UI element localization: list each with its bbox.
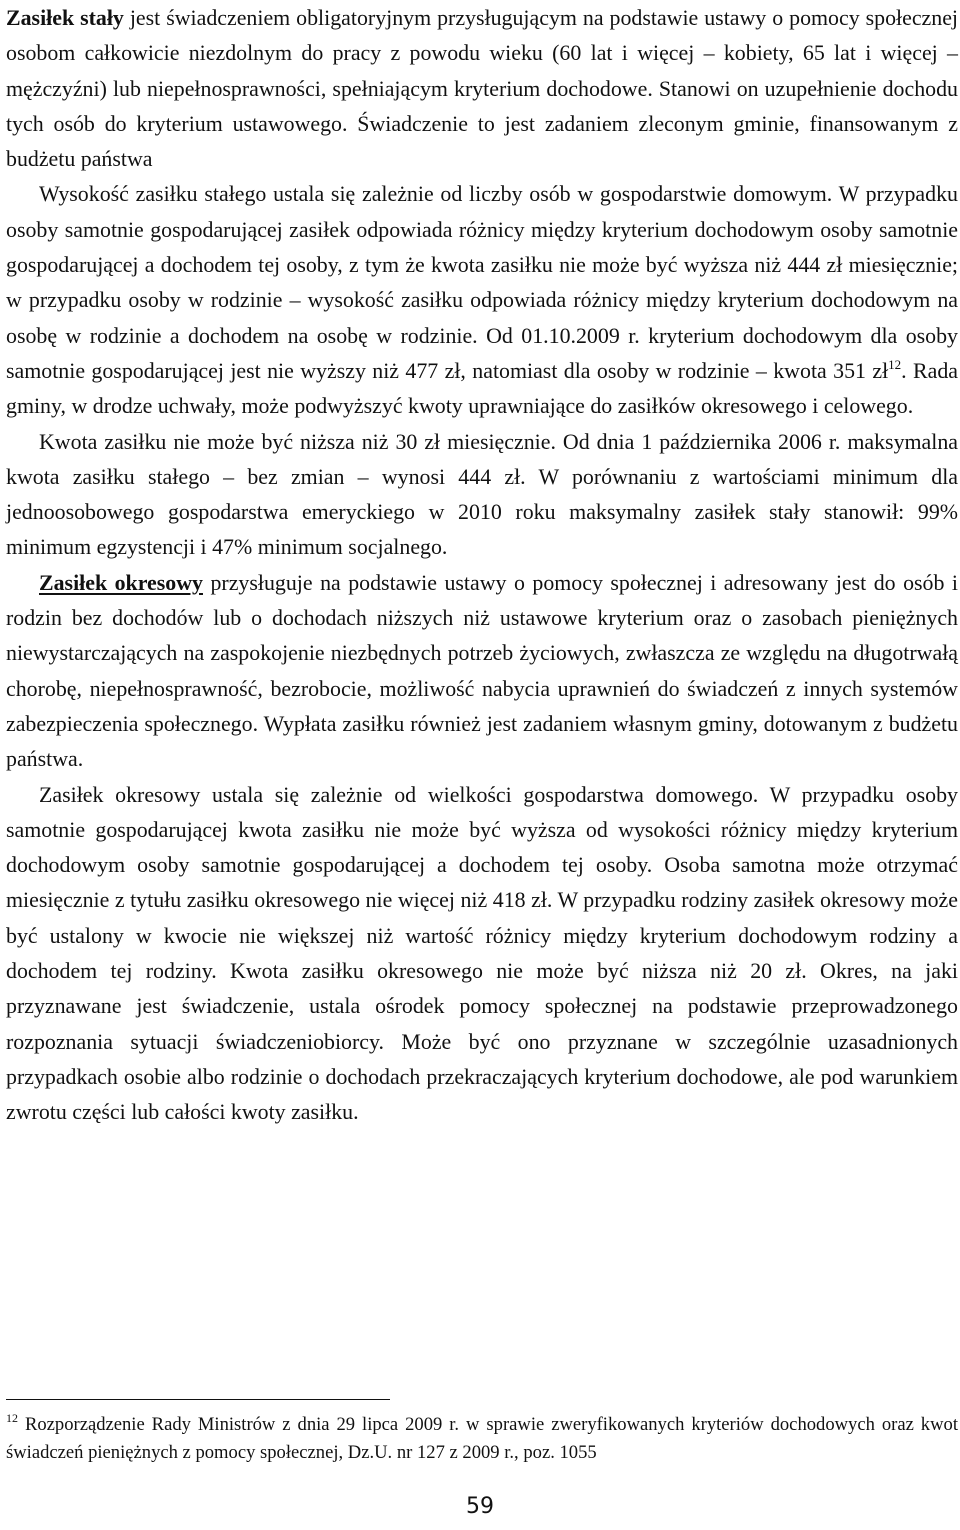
document-body [6, 0, 958, 1130]
footnote-number: 12 [6, 1411, 18, 1425]
footnote-reference[interactable]: 12 [888, 356, 902, 372]
paragraph-kwota-zasilku [6, 424, 958, 565]
footnote [6, 1411, 958, 1466]
paragraph-zasilek-okresowy [6, 565, 958, 777]
paragraph-text: przysługuje na podstawie ustawy o pomocy społecznej i adresowany jest do osób i rodzin bez dochodów lub o dochodach niższych niż ustawowe kryterium oraz o zasobach pieniężnych niewystarczających na zaspokojenie niezbędnych potrzeb życiowych, zwłaszcza ze względu na długotrwałą chorobę, niepełnosprawność, bezrobocie, możliwość nabycia uprawnień do świadczeń z innych systemów zabezpieczenia społecznego. Wypłata zasiłku również jest zadaniem własnym gminy, dotowanym z budżetu państwa. [6, 569, 959, 772]
paragraph-text: jest świadczeniem obligatoryjnym przysługującym na podstawie ustawy o pomocy społecznej osobom całkowicie niezdolnym do pracy z powodu wieku (60 lat i więcej – kobiety, 65 lat i więcej – mężczyźni) lub niepełnosprawności, spełniającym kryterium dochodowe. Stanowi on uzupełnienie dochodu tych osób do kryterium ustawowego. Świadczenie to jest zadaniem zleconym gminie, finansowanym z budżetu państwa [6, 5, 958, 172]
paragraph-zasilek-staly [6, 0, 958, 176]
page-number: 59 [466, 1494, 494, 1519]
paragraph-text: Zasiłek okresowy ustala się zależnie od wielkości gospodarstwa domowego. W przypadku osoby samotnie gospodarującej kwota zasiłku nie może być wyższa od wysokości różnicy między kryterium dochodowym osoby samotnie gospodarującej a dochodem tej osoby. Osoba samotna może otrzymać miesięcznie z tytułu zasiłku okresowego nie więcej niż 418 zł. W przypadku rodziny zasiłek okresowy może być ustalony w kwocie nie większej niż wartość różnicy między kryterium dochodowym rodziny a dochodem tej rodziny. Kwota zasiłku okresowego nie może być niższa niż 20 zł. Okres, na jaki przyznawane jest świadczenie, ustala ośrodek pomocy społecznej na podstawie przeprowadzonego rozpoznania sytuacji świadczeniobiorcy. Może być ono przyznane w szczególnie uzasadnionych przypadkach osobie albo rodzinie o dochodach przekraczających kryterium dochodowe, ale pod warunkiem zwrotu części lub całości kwoty zasiłku. [6, 781, 958, 1125]
paragraph-wysokosc-zasilku-okresowego [6, 777, 958, 1130]
footnote-text: Rozporządzenie Rady Ministrów z dnia 29 lipca 2009 r. w sprawie zweryfikowanych kryteriów dochodowych oraz kwot świadczeń pieniężnych z pomocy społecznej, Dz.U. nr 127 z 2009 r., poz. 1055 [6, 1414, 958, 1463]
paragraph-text: Kwota zasiłku nie może być niższa niż 30 zł miesięcznie. Od dnia 1 października 2006 r. maksymalna kwota zasiłku stałego – bez zmian – wynosi 444 zł. W porównaniu z wartościami minimum dla jednoosobowego gospodarstwa emeryckiego w 2010 roku maksymalny zasiłek stały stanowił: 99% minimum egzystencji i 47% minimum socjalnego. [6, 428, 958, 560]
paragraph-wysokosc-zasilku [6, 176, 958, 423]
term-zasilek-okresowy: Zasiłek okresowy [39, 569, 203, 595]
paragraph-text: Wysokość zasiłku stałego ustala się zależnie od liczby osób w gospodarstwie domowym. W przypadku osoby samotnie gospodarującej zasiłek odpowiada różnicy między kryterium dochodowym osoby samotnie gospodarującej a dochodem tej osoby, z tym że kwota zasiłku nie może być wyższa niż 444 zł miesięcznie; w przypadku osoby w rodzinie – wysokość zasiłku odpowiada różnicy między kryterium dochodowym na osobę w rodzinie a dochodem na osobę w rodzinie. Od 01.10.2009 r. kryterium dochodowym dla osoby samotnie gospodarującej jest nie wyższy niż 477 zł, natomiast dla osoby w rodzinie – kwota 351 zł [6, 181, 958, 383]
term-zasilek-staly: Zasiłek stały [6, 5, 124, 30]
paragraph-text: . Rada gminy, w drodze uchwały, może podwyższyć kwoty uprawniające do zasiłków okresowego i celowego. [6, 357, 958, 419]
footnote-separator [6, 1399, 390, 1400]
